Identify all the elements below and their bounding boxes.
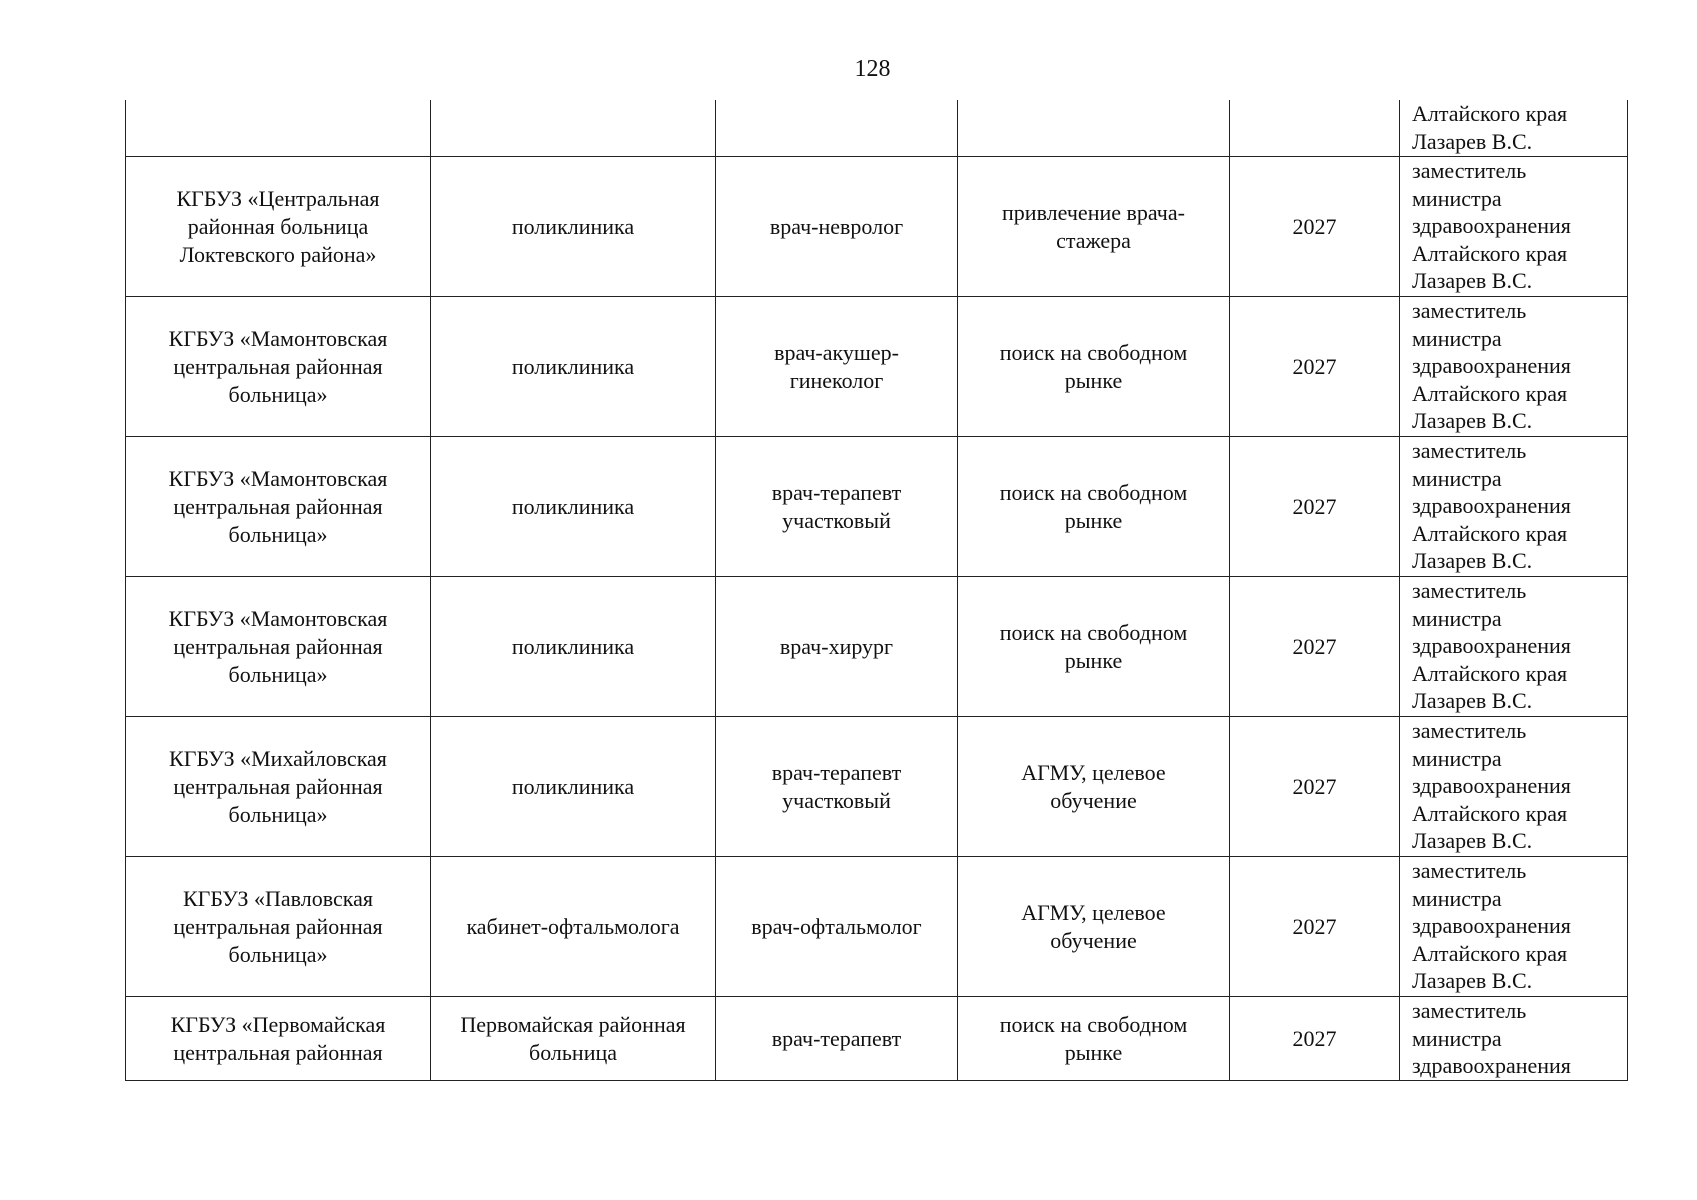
responsible-line: Алтайского края: [1412, 940, 1568, 966]
responsible-line: заместитель: [1412, 718, 1527, 743]
position-cell: [716, 297, 958, 437]
table-row: [126, 157, 1628, 297]
position-cell: [716, 997, 958, 1081]
organization-line: КГБУЗ «Мамонтовская: [168, 325, 388, 351]
organization-cell: [126, 100, 431, 157]
method-line: стажера: [1056, 227, 1131, 253]
department-cell: [431, 297, 716, 437]
position-cell: [716, 717, 958, 857]
method-line: рынке: [1064, 647, 1123, 673]
responsible-line: заместитель: [1412, 998, 1527, 1023]
year-cell: 2027: [1230, 577, 1400, 717]
responsible-cell: [1400, 717, 1628, 857]
responsible-line: Алтайского края: [1412, 660, 1568, 686]
responsible-line: министра: [1412, 885, 1502, 911]
responsible-line: Лазарев В.С.: [1412, 408, 1533, 433]
responsible-line: заместитель: [1412, 578, 1527, 603]
year-cell: [1230, 100, 1400, 157]
department-line: поликлиника: [511, 353, 635, 379]
responsible-line: здравоохранения: [1412, 493, 1571, 518]
responsible-line: Алтайского края: [1412, 380, 1568, 406]
responsible-line: Лазарев В.С.: [1412, 688, 1533, 713]
method-line: АГМУ, целевое: [1021, 899, 1166, 925]
responsible-line: министра: [1412, 745, 1502, 771]
responsible-line: заместитель: [1412, 858, 1527, 883]
position-cell: [716, 857, 958, 997]
department-line: поликлиника: [511, 493, 635, 519]
method-line: поиск на свободном: [999, 339, 1188, 365]
responsible-line: министра: [1412, 605, 1502, 631]
responsible-line: Алтайского края: [1412, 800, 1568, 826]
responsible-line: здравоохранения: [1412, 353, 1571, 378]
method-cell: [958, 437, 1230, 577]
organization-cell: [126, 857, 431, 997]
organization-line: КГБУЗ «Михайловская: [169, 745, 387, 771]
method-line: поиск на свободном: [999, 1011, 1188, 1037]
page-number: 128: [854, 56, 891, 82]
department-line: Первомайская районная: [460, 1011, 686, 1037]
responsible-cell: [1400, 857, 1628, 997]
responsible-line: министра: [1412, 325, 1502, 351]
position-line: участковый: [782, 787, 891, 813]
position-line: врач-терапевт: [771, 759, 902, 785]
method-cell: [958, 717, 1230, 857]
department-line: кабинет-офтальмолога: [466, 913, 680, 939]
method-line: поиск на свободном: [999, 619, 1188, 645]
position-cell: [716, 100, 958, 157]
department-cell: [431, 997, 716, 1081]
method-cell: [958, 997, 1230, 1081]
responsible-cell: [1400, 437, 1628, 577]
method-cell: [958, 100, 1230, 157]
table-row-continued: [126, 100, 1628, 157]
organization-line: больница»: [228, 661, 328, 687]
position-line: врач-акушер-: [774, 339, 899, 365]
organization-cell: [126, 577, 431, 717]
responsible-line: заместитель: [1412, 438, 1527, 463]
responsible-cell: [1400, 100, 1628, 157]
organization-line: центральная районная: [173, 913, 383, 939]
responsible-line: министра: [1412, 465, 1502, 491]
position-line: врач-терапевт: [771, 1025, 902, 1051]
organization-line: центральная районная: [173, 633, 383, 659]
position-cell: [716, 157, 958, 297]
responsible-line: министра: [1412, 1025, 1502, 1051]
organization-line: центральная районная: [173, 1039, 383, 1065]
organization-line: КГБУЗ «Мамонтовская: [168, 605, 388, 631]
department-cell: [431, 577, 716, 717]
organization-line: Локтевского района»: [179, 241, 377, 267]
responsible-line: здравоохранения: [1412, 913, 1571, 938]
method-line: рынке: [1064, 367, 1123, 393]
department-line: больница: [529, 1039, 617, 1065]
organization-line: центральная районная: [173, 353, 383, 379]
table-row: [126, 717, 1628, 857]
department-cell: [431, 157, 716, 297]
position-line: врач-хирург: [779, 633, 894, 659]
department-line: поликлиника: [511, 633, 635, 659]
table-row: [126, 577, 1628, 717]
department-cell: [431, 717, 716, 857]
method-line: АГМУ, целевое: [1021, 759, 1166, 785]
organization-line: больница»: [228, 941, 328, 967]
method-cell: [958, 297, 1230, 437]
position-line: врач-невролог: [769, 213, 904, 239]
organization-line: КГБУЗ «Первомайская: [170, 1011, 386, 1037]
year-cell: 2027: [1230, 717, 1400, 857]
method-line: обучение: [1050, 787, 1137, 813]
department-line: поликлиника: [511, 213, 635, 239]
position-line: врач-офтальмолог: [751, 913, 922, 939]
responsible-line: министра: [1412, 185, 1502, 211]
organization-line: центральная районная: [173, 493, 383, 519]
organization-line: КГБУЗ «Центральная: [176, 185, 380, 211]
table-row: [126, 857, 1628, 997]
method-line: обучение: [1050, 927, 1137, 953]
department-line: поликлиника: [511, 773, 635, 799]
table-row: [126, 997, 1628, 1081]
responsible-line: Алтайского края: [1412, 520, 1568, 546]
responsible-line: заместитель: [1412, 158, 1527, 183]
organization-cell: [126, 437, 431, 577]
year-cell: 2027: [1230, 437, 1400, 577]
responsible-line: Лазарев В.С.: [1412, 828, 1533, 853]
organization-line: районная больница: [187, 213, 369, 239]
department-cell: [431, 100, 716, 157]
position-line: гинеколог: [789, 367, 884, 393]
year-cell: 2027: [1230, 857, 1400, 997]
responsible-cell: [1400, 997, 1628, 1081]
responsible-line: заместитель: [1412, 298, 1527, 323]
department-cell: [431, 857, 716, 997]
responsible-line: Лазарев В.С.: [1412, 548, 1533, 573]
responsible-line: здравоохранения: [1412, 213, 1571, 238]
responsible-line: Алтайского края: [1412, 240, 1568, 266]
organization-line: больница»: [228, 521, 328, 547]
responsible-line: Алтайского края: [1412, 101, 1568, 126]
year-cell: 2027: [1230, 997, 1400, 1081]
responsible-line: здравоохранения: [1412, 1053, 1571, 1078]
table-row: [126, 297, 1628, 437]
organization-line: КГБУЗ «Павловская: [182, 885, 374, 911]
organization-cell: [126, 717, 431, 857]
responsible-line: здравоохранения: [1412, 773, 1571, 798]
organization-line: больница»: [228, 801, 328, 827]
responsible-cell: [1400, 157, 1628, 297]
responsible-line: здравоохранения: [1412, 633, 1571, 658]
organization-line: больница»: [228, 381, 328, 407]
table-body: [126, 100, 1628, 1081]
responsible-cell: [1400, 297, 1628, 437]
organization-cell: [126, 157, 431, 297]
year-cell: 2027: [1230, 297, 1400, 437]
responsible-line: Лазарев В.С.: [1412, 128, 1533, 154]
year-cell: 2027: [1230, 157, 1400, 297]
document-table: [125, 100, 1628, 1081]
organization-cell: [126, 297, 431, 437]
responsible-line: Лазарев В.С.: [1412, 968, 1533, 993]
method-cell: [958, 577, 1230, 717]
department-cell: [431, 437, 716, 577]
method-line: поиск на свободном: [999, 479, 1188, 505]
position-line: врач-терапевт: [771, 479, 902, 505]
organization-line: центральная районная: [173, 773, 383, 799]
responsible-line: Лазарев В.С.: [1412, 268, 1533, 293]
method-cell: [958, 157, 1230, 297]
organization-line: КГБУЗ «Мамонтовская: [168, 465, 388, 491]
position-cell: [716, 437, 958, 577]
method-line: рынке: [1064, 1039, 1123, 1065]
table-row: [126, 437, 1628, 577]
method-line: рынке: [1064, 507, 1123, 533]
method-line: привлечение врача-: [1002, 199, 1185, 225]
responsible-cell: [1400, 577, 1628, 717]
position-line: участковый: [782, 507, 891, 533]
method-cell: [958, 857, 1230, 997]
organization-cell: [126, 997, 431, 1081]
position-cell: [716, 577, 958, 717]
